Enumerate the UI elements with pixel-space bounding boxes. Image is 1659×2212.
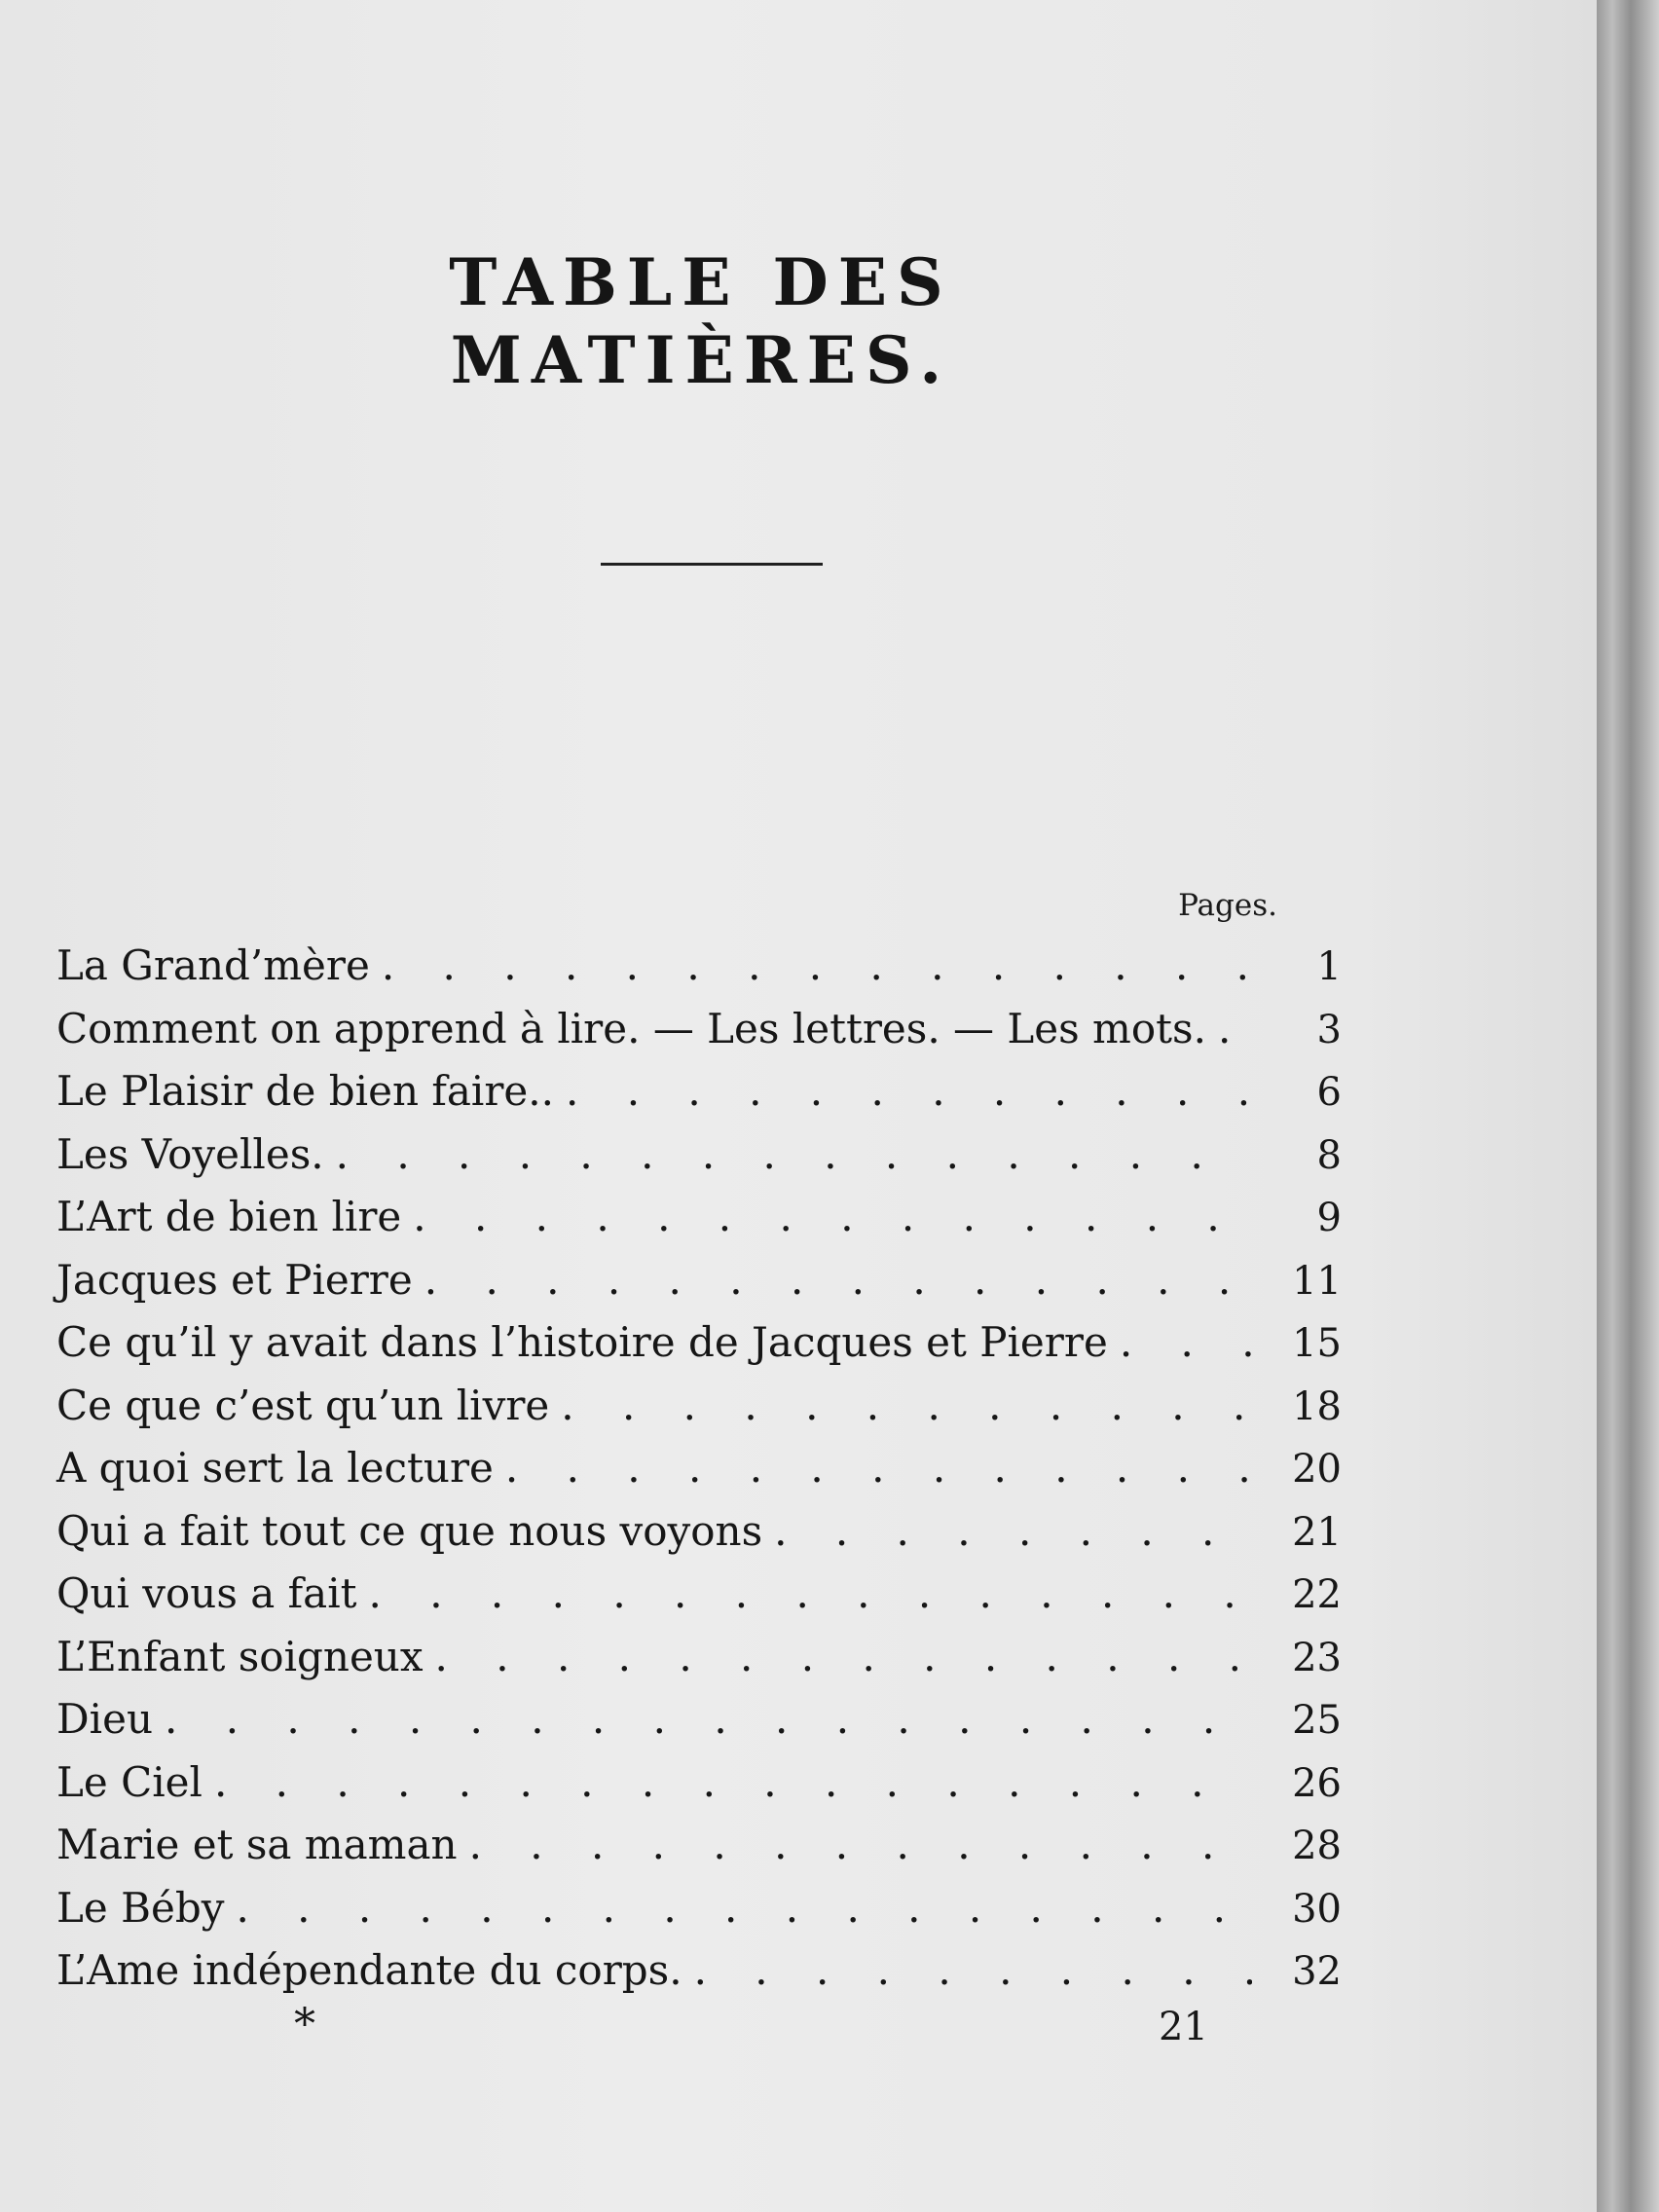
toc-entry-title: Qui a fait tout ce que nous voyons [56, 1506, 763, 1555]
toc-entry-page: 26 [1292, 1760, 1342, 1806]
toc-entry [56, 1939, 1342, 2003]
toc-entry [56, 998, 1342, 1061]
signature-number: 21 [1159, 2005, 1208, 2049]
toc-entry [56, 1751, 1342, 1815]
dot-leader [1120, 1311, 1252, 1374]
toc-entry-title: Le Plaisir de bien faire.. [56, 1067, 554, 1115]
toc-entry-page: 6 [1316, 1070, 1342, 1115]
toc-entry-title: L’Ame indépendante du corps. [56, 1946, 682, 1994]
toc-entry-page: 20 [1292, 1447, 1342, 1492]
dot-leader [505, 1437, 1252, 1499]
toc-entry-page: 3 [1316, 1007, 1342, 1052]
toc-entry-page: 21 [1292, 1509, 1342, 1555]
page-title: TABLE DES MATIÈRES. [449, 244, 953, 398]
toc-entry-page: 1 [1316, 944, 1342, 989]
title-divider [601, 563, 823, 566]
dot-leader [1218, 998, 1252, 1060]
dot-leader [424, 1249, 1252, 1311]
footer-asterisk-mark: * [294, 2000, 315, 2049]
toc-entry [56, 1877, 1342, 1940]
toc-entry [56, 1563, 1342, 1626]
dot-leader [469, 1814, 1252, 1876]
toc-entry-title: L’Enfant soigneux [56, 1632, 424, 1680]
toc-entry-page: 32 [1292, 1949, 1342, 1994]
toc-entry [56, 1124, 1342, 1187]
toc-entry [56, 1186, 1342, 1249]
toc-entry-title: Comment on apprend à lire. — Les lettres. — Les mots. [56, 1004, 1206, 1052]
dot-leader [165, 1688, 1252, 1751]
toc-entry-page: 11 [1292, 1258, 1342, 1304]
toc-entry-title: Ce que c’est qu’un livre [56, 1381, 550, 1429]
toc-entry [56, 935, 1342, 998]
toc-entry-title: Qui vous a fait [56, 1569, 357, 1617]
toc-entry-title: La Grand’mère [56, 941, 370, 989]
toc-entry-page: 25 [1292, 1698, 1342, 1743]
toc-entry [56, 1500, 1342, 1564]
dot-leader [774, 1500, 1252, 1563]
toc-entry-title: Les Voyelles. [56, 1129, 324, 1178]
toc-entry-page: 28 [1292, 1824, 1342, 1868]
toc-entry [56, 1626, 1342, 1689]
toc-entry-page: 9 [1316, 1196, 1342, 1240]
table-of-contents [56, 935, 1342, 2003]
dot-leader [369, 1563, 1252, 1625]
dot-leader [694, 1939, 1252, 2002]
toc-entry-page: 23 [1292, 1635, 1342, 1680]
toc-entry [56, 1437, 1342, 1500]
pages-column-label: Pages. [1178, 888, 1277, 923]
dot-leader [435, 1626, 1252, 1688]
toc-entry-page: 8 [1316, 1132, 1342, 1178]
toc-entry-title: Dieu [56, 1695, 154, 1743]
toc-entry-title: Le Ciel [56, 1757, 203, 1806]
dot-leader [214, 1751, 1252, 1814]
toc-entry-page: 18 [1292, 1383, 1342, 1429]
toc-entry [56, 1814, 1342, 1877]
toc-entry-title: L’Art de bien lire [56, 1193, 402, 1240]
toc-entry [56, 1060, 1342, 1124]
toc-entry [56, 1375, 1342, 1438]
toc-entry-title: Le Béby [56, 1883, 225, 1932]
dot-leader [566, 1060, 1252, 1123]
dot-leader [236, 1877, 1252, 1939]
toc-entry-page: 22 [1292, 1572, 1342, 1617]
toc-entry [56, 1688, 1342, 1751]
toc-entry [56, 1311, 1342, 1375]
toc-entry-page: 15 [1292, 1321, 1342, 1366]
page-edge-shadow [1597, 0, 1659, 2212]
dot-leader [382, 935, 1252, 997]
dot-leader [561, 1375, 1252, 1437]
toc-entry-title: Ce qu’il y avait dans l’histoire de Jacques et Pierre [56, 1318, 1108, 1366]
toc-entry-title: Marie et sa maman [56, 1821, 458, 1868]
dot-leader [336, 1124, 1252, 1186]
toc-entry-title: Jacques et Pierre [56, 1255, 413, 1304]
toc-entry-page: 30 [1292, 1886, 1342, 1932]
toc-entry-title: A quoi sert la lecture [56, 1444, 494, 1492]
toc-entry [56, 1249, 1342, 1312]
dot-leader [413, 1186, 1252, 1248]
